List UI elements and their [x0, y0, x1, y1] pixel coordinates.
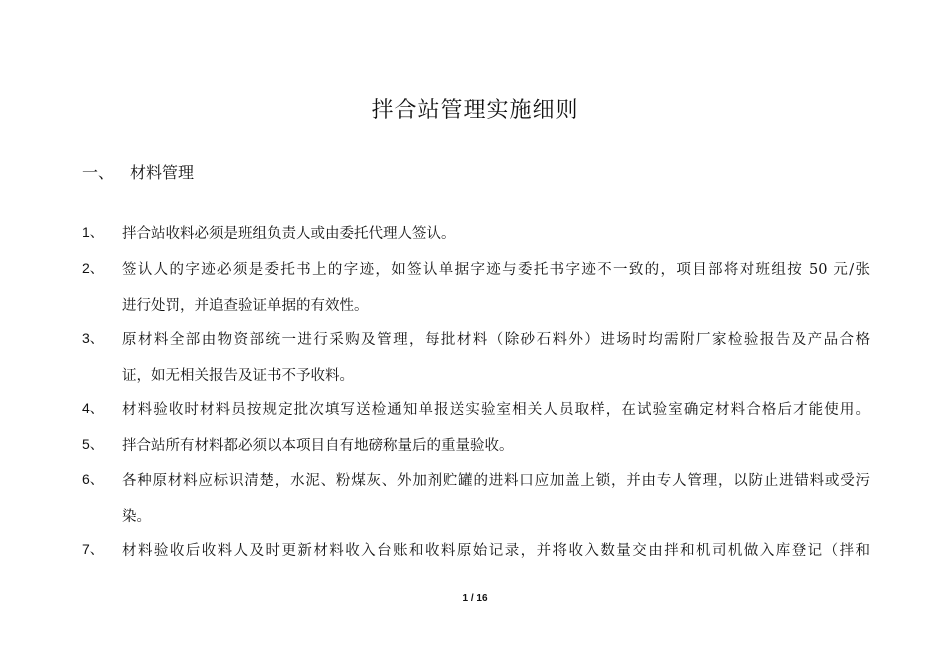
item-text: 原材料全部由物资部统一进行采购及管理，每批材料（除砂石料外）进场时均需附厂家检验报告及产品合格 [122, 332, 870, 348]
item-text: 签认人的字迹必须是委托书上的字迹，如签认单据字迹与委托书字迹不一致的，项目部将对班组按 50 元/张 [122, 262, 870, 278]
item-text: 进行处罚，并追查验证单据的有效性。 [122, 298, 369, 314]
item-text: 染。 [122, 509, 151, 525]
item-number: 6、 [82, 471, 104, 487]
page-number: 1 / 16 [462, 593, 488, 604]
section-number: 一、 [82, 163, 115, 182]
item-text: 拌合站收料必须是班组负责人或由委托代理人签认。 [122, 226, 456, 242]
section-heading [82, 160, 194, 183]
item-text: 材料验收时材料员按规定批次填写送检通知单报送实验室相关人员取样，在试验室确定材料合格后才能使用。 [122, 402, 870, 418]
item-number: 4、 [82, 400, 104, 416]
section-title: 材料管理 [130, 163, 195, 182]
item-number: 1、 [82, 224, 104, 240]
item-number: 2、 [82, 260, 104, 276]
item-text: 材料验收后收料人及时更新材料收入台账和收料原始记录，并将收入数量交由拌和机司机做入库登记（拌和 [122, 543, 870, 559]
item-text: 各种原材料应标识清楚，水泥、粉煤灰、外加剂贮罐的进料口应加盖上锁，并由专人管理，以防止进错料或受污 [122, 473, 870, 489]
item-number: 3、 [82, 330, 104, 346]
item-number: 5、 [82, 436, 104, 452]
item-number: 7、 [82, 541, 104, 557]
item-text: 拌合站所有材料都必须以本项目自有地磅称量后的重量验收。 [122, 438, 514, 454]
item-text: 证，如无相关报告及证书不予收料。 [122, 368, 354, 384]
document-title: 拌合站管理实施细则 [371, 98, 579, 123]
